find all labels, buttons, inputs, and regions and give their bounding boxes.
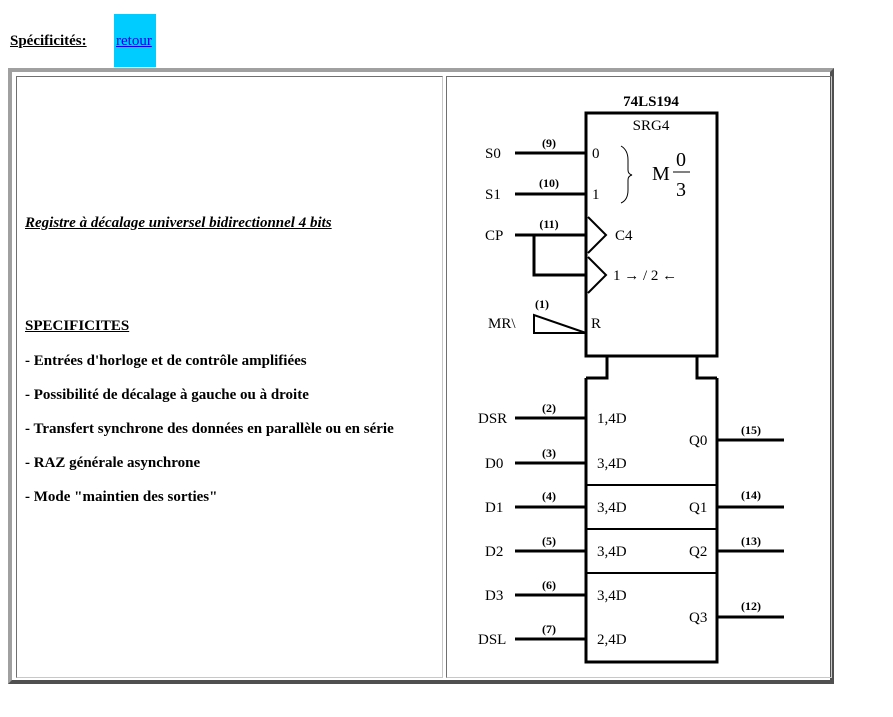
mode-den: 3 <box>676 179 686 201</box>
content-table <box>8 68 834 684</box>
block-connector <box>586 356 717 378</box>
input-s0-pin: (9) <box>542 136 556 150</box>
svg-text:(7): (7) <box>542 622 556 636</box>
page-heading: Spécificités: <box>10 33 87 49</box>
input-cp-pin: (11) <box>539 217 559 231</box>
back-link-cell <box>114 14 156 67</box>
svg-text:(15): (15) <box>741 423 761 437</box>
shift-label: 1 → / 2 ← <box>613 268 678 284</box>
input-mr-name: MR\ <box>488 316 516 332</box>
svg-text:DSR: DSR <box>478 411 508 427</box>
part-number: 74LS194 <box>623 94 679 110</box>
mode-num: 0 <box>676 149 686 171</box>
svg-text:Q1: Q1 <box>689 500 708 516</box>
svg-text:(2): (2) <box>542 401 556 415</box>
svg-text:DSL: DSL <box>478 632 507 648</box>
reset-label: R <box>591 316 602 332</box>
logic-symbol-diagram <box>447 77 831 677</box>
spec-item: - Mode "maintien des sorties" <box>25 489 218 505</box>
spec-item: - Transfert synchrone des données en parallèle ou en série <box>25 421 394 437</box>
svg-text:3,4D: 3,4D <box>597 544 627 560</box>
mode-1-label: 1 <box>592 187 600 203</box>
output-q3 <box>689 599 784 626</box>
output-q0 <box>689 423 784 449</box>
back-link[interactable]: retour <box>116 33 152 49</box>
component-description: Registre à décalage universel bidirectionnel 4 bits <box>25 215 332 231</box>
svg-text:(14): (14) <box>741 488 761 502</box>
svg-text:3,4D: 3,4D <box>597 456 627 472</box>
svg-text:(3): (3) <box>542 446 556 460</box>
clock-triangle-shift <box>588 257 606 293</box>
svg-text:3,4D: 3,4D <box>597 588 627 604</box>
svg-text:D2: D2 <box>485 544 504 560</box>
svg-text:1,4D: 1,4D <box>597 411 627 427</box>
diagram-cell <box>446 76 832 678</box>
output-q1 <box>689 488 784 516</box>
input-s0-name: S0 <box>485 146 501 162</box>
input-dsl <box>478 622 627 648</box>
svg-text:3,4D: 3,4D <box>597 500 627 516</box>
spec-item: - Possibilité de décalage à gauche ou à droite <box>25 387 309 403</box>
svg-text:(6): (6) <box>542 578 556 592</box>
clock-label: C4 <box>615 228 633 244</box>
specifications-title: SPECIFICITES <box>25 318 130 334</box>
svg-text:Q3: Q3 <box>689 610 708 626</box>
block-label: SRG4 <box>632 118 670 134</box>
mode-m: M <box>652 163 670 185</box>
reset-negation-wedge <box>534 315 586 333</box>
svg-text:(5): (5) <box>542 534 556 548</box>
clock-loop <box>534 235 586 275</box>
input-d3 <box>485 578 627 604</box>
svg-text:(12): (12) <box>741 599 761 613</box>
description-cell <box>16 76 443 678</box>
input-mr-pin: (1) <box>535 297 549 311</box>
specifications-list <box>25 352 394 522</box>
input-d2 <box>485 534 627 560</box>
output-q2 <box>689 534 784 560</box>
svg-text:D1: D1 <box>485 500 504 516</box>
input-s1-name: S1 <box>485 187 501 203</box>
spec-item: - RAZ générale asynchrone <box>25 455 201 471</box>
svg-text:D3: D3 <box>485 588 504 604</box>
svg-text:(4): (4) <box>542 489 556 503</box>
svg-text:2,4D: 2,4D <box>597 632 627 648</box>
clock-triangle-c4 <box>588 217 606 253</box>
svg-text:Q2: Q2 <box>689 544 708 560</box>
mode-brace <box>621 146 632 203</box>
input-cp-name: CP <box>485 228 504 244</box>
mode-0-label: 0 <box>592 146 600 162</box>
svg-text:D0: D0 <box>485 456 504 472</box>
spec-item: - Entrées d'horloge et de contrôle amplifiées <box>25 353 307 369</box>
input-d1 <box>485 489 627 516</box>
input-s1-pin: (10) <box>539 176 559 190</box>
input-d0 <box>485 446 627 472</box>
svg-text:(13): (13) <box>741 534 761 548</box>
input-dsr <box>478 401 627 427</box>
svg-text:Q0: Q0 <box>689 433 708 449</box>
